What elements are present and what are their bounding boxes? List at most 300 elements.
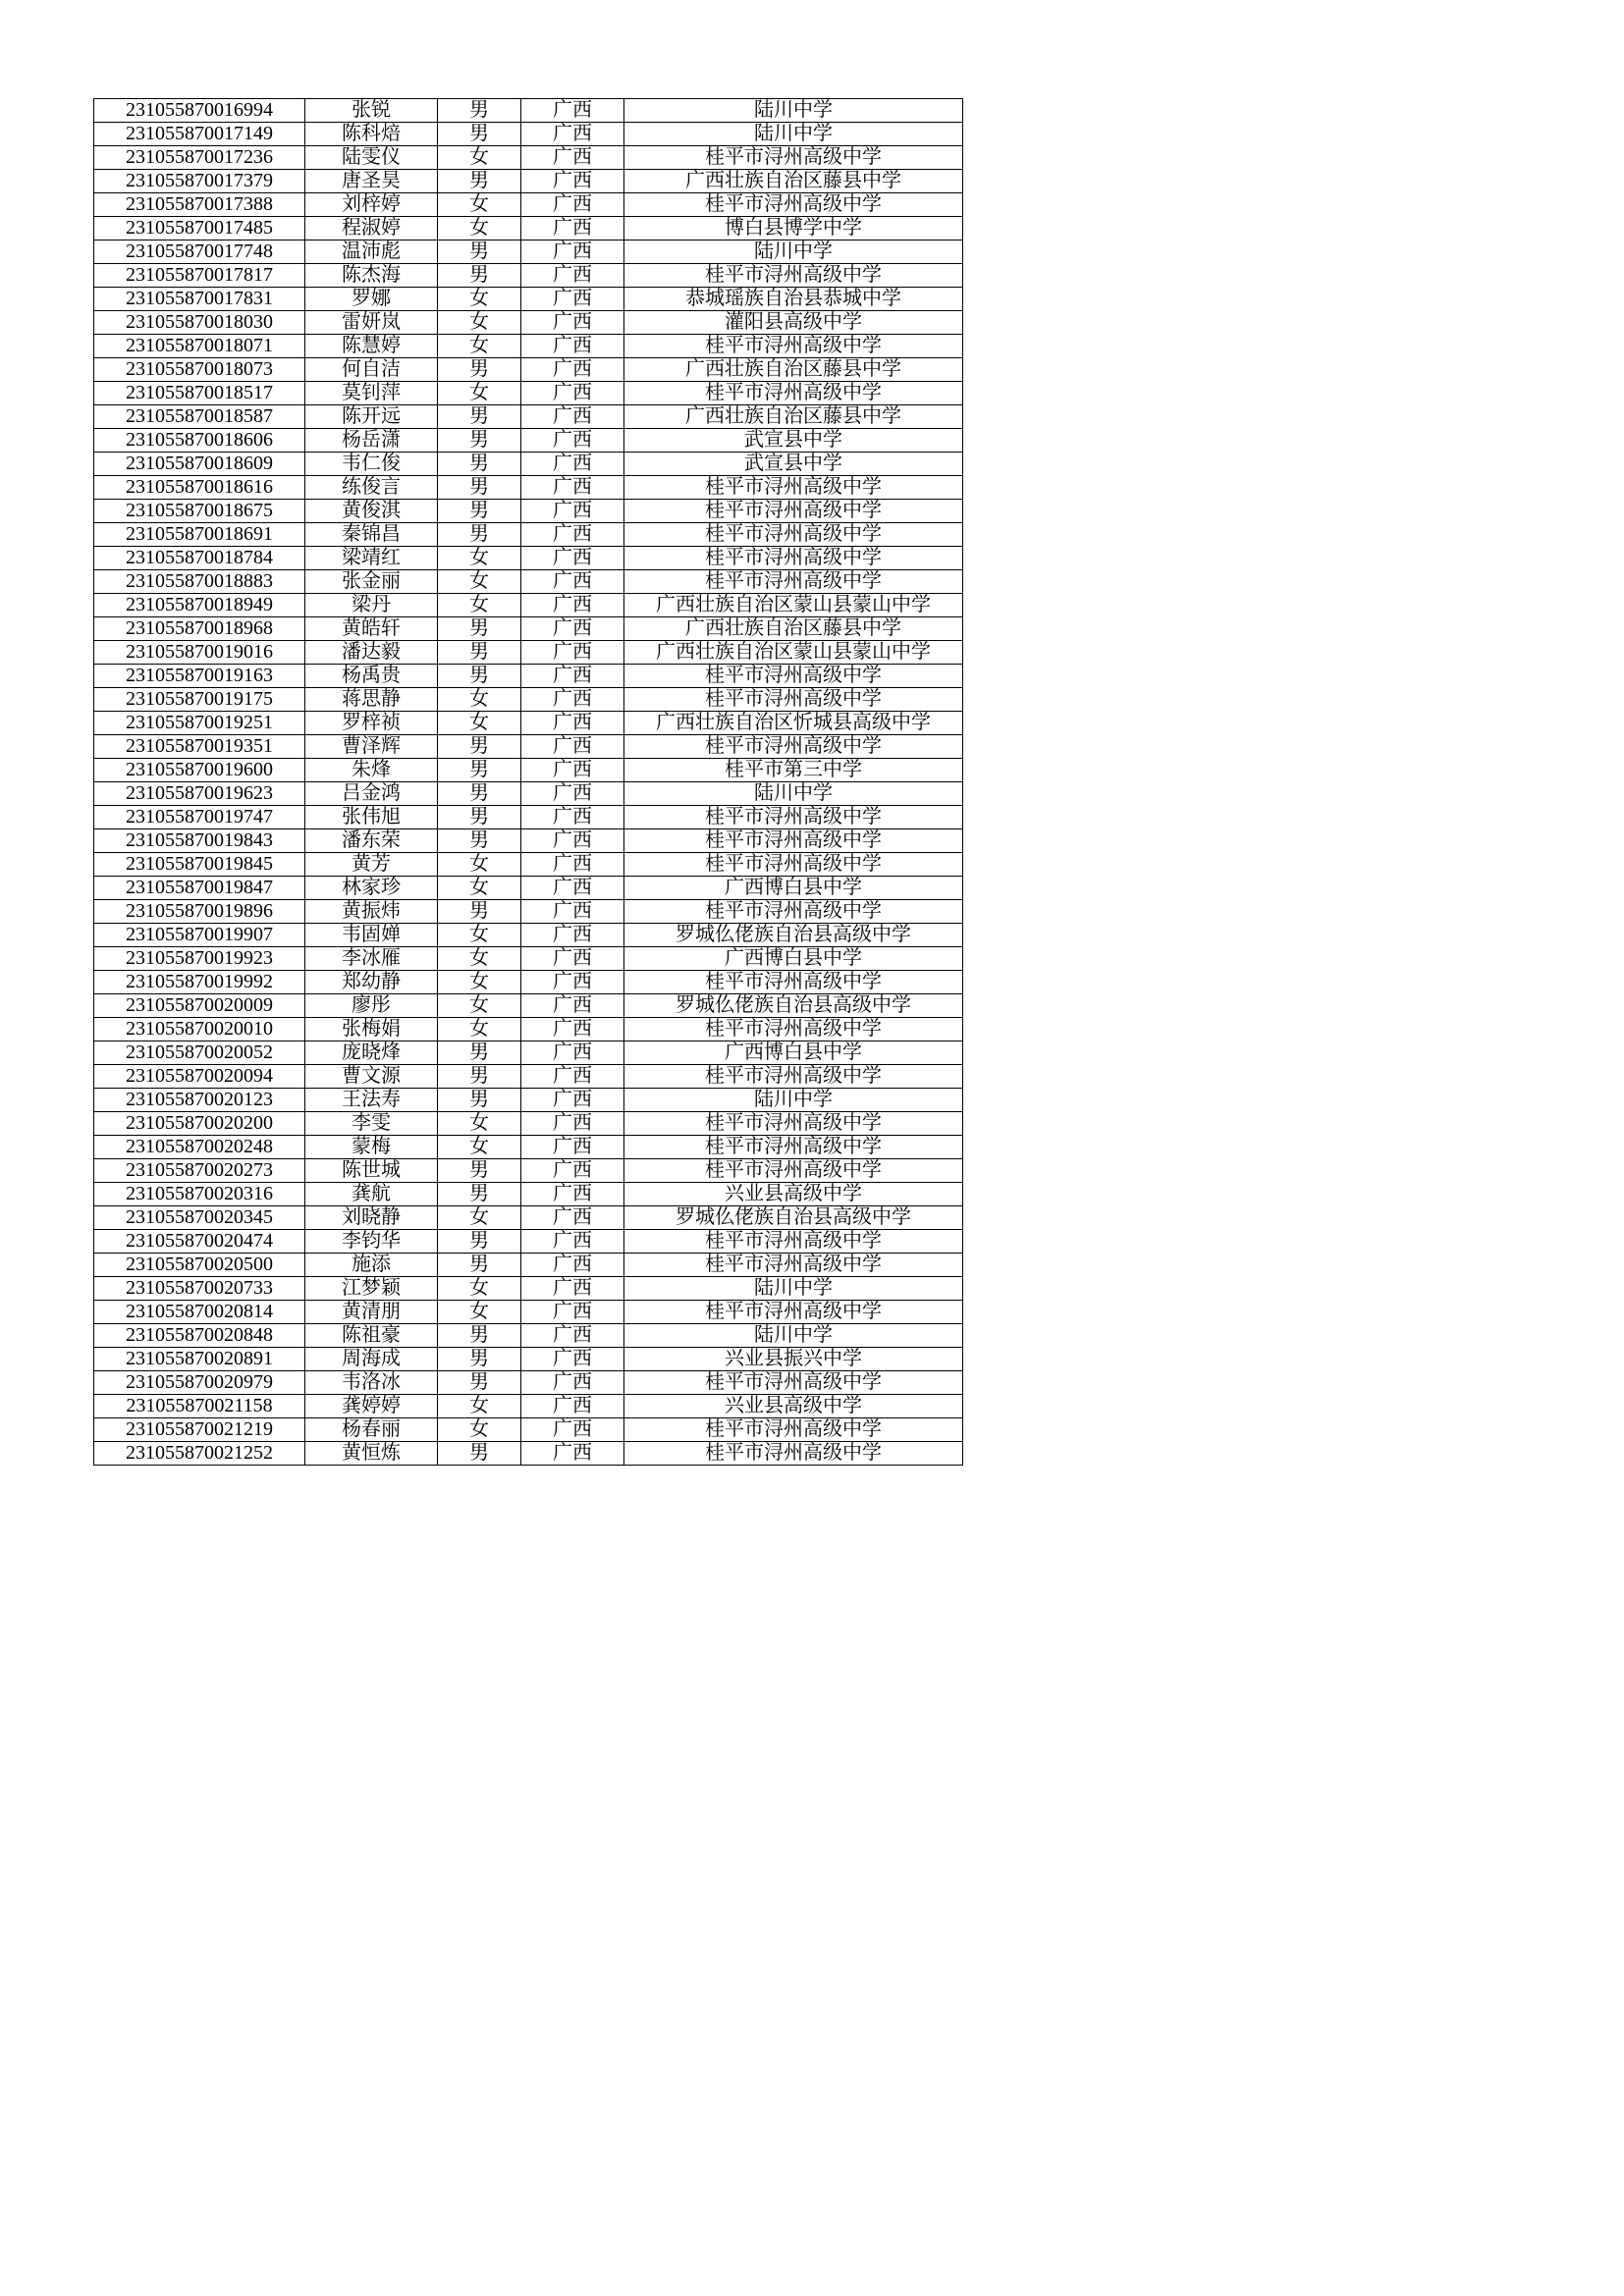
cell-province: 广西 — [521, 1418, 624, 1442]
cell-province: 广西 — [521, 641, 624, 665]
table-row — [94, 1183, 963, 1206]
cell-province: 广西 — [521, 382, 624, 405]
table-row — [94, 146, 963, 170]
cell-school: 桂平市浔州高级中学 — [624, 1136, 963, 1159]
cell-gender: 男 — [438, 240, 521, 264]
cell-school: 罗城仫佬族自治县高级中学 — [624, 994, 963, 1018]
cell-gender: 女 — [438, 712, 521, 735]
cell-name: 唐圣昊 — [305, 170, 438, 193]
cell-gender: 女 — [438, 1418, 521, 1442]
table-row — [94, 288, 963, 311]
table-row — [94, 335, 963, 358]
cell-province: 广西 — [521, 1371, 624, 1395]
cell-name: 陈杰海 — [305, 264, 438, 288]
cell-exam-id: 231055870019351 — [94, 735, 305, 759]
cell-province: 广西 — [521, 264, 624, 288]
table-row — [94, 405, 963, 429]
cell-province: 广西 — [521, 900, 624, 924]
cell-gender: 男 — [438, 900, 521, 924]
cell-province: 广西 — [521, 146, 624, 170]
cell-exam-id: 231055870021252 — [94, 1442, 305, 1466]
cell-province: 广西 — [521, 570, 624, 594]
table-row — [94, 264, 963, 288]
cell-school: 陆川中学 — [624, 123, 963, 146]
table-row — [94, 1041, 963, 1065]
cell-gender: 男 — [438, 665, 521, 688]
cell-exam-id: 231055870019623 — [94, 782, 305, 806]
cell-school: 桂平市浔州高级中学 — [624, 264, 963, 288]
cell-name: 何自洁 — [305, 358, 438, 382]
cell-school: 桂平市浔州高级中学 — [624, 146, 963, 170]
cell-gender: 女 — [438, 924, 521, 947]
cell-name: 罗梓祯 — [305, 712, 438, 735]
cell-name: 周海成 — [305, 1348, 438, 1371]
table-row — [94, 759, 963, 782]
table-row — [94, 1324, 963, 1348]
table-row — [94, 1206, 963, 1230]
cell-name: 韦固婵 — [305, 924, 438, 947]
cell-school: 桂平市浔州高级中学 — [624, 1065, 963, 1089]
cell-gender: 男 — [438, 123, 521, 146]
cell-province: 广西 — [521, 193, 624, 217]
cell-exam-id: 231055870018517 — [94, 382, 305, 405]
cell-name: 陆雯仪 — [305, 146, 438, 170]
cell-province: 广西 — [521, 759, 624, 782]
cell-name: 龚航 — [305, 1183, 438, 1206]
cell-name: 黄芳 — [305, 853, 438, 877]
cell-name: 张锐 — [305, 99, 438, 123]
cell-name: 蒙梅 — [305, 1136, 438, 1159]
cell-school: 陆川中学 — [624, 99, 963, 123]
cell-gender: 女 — [438, 1206, 521, 1230]
cell-exam-id: 231055870020891 — [94, 1348, 305, 1371]
cell-school: 灌阳县高级中学 — [624, 311, 963, 335]
cell-gender: 女 — [438, 877, 521, 900]
cell-name: 龚婷婷 — [305, 1395, 438, 1418]
table-row — [94, 1371, 963, 1395]
cell-school: 桂平市浔州高级中学 — [624, 1112, 963, 1136]
cell-name: 刘晓静 — [305, 1206, 438, 1230]
cell-school: 桂平市第三中学 — [624, 759, 963, 782]
cell-exam-id: 231055870020273 — [94, 1159, 305, 1183]
cell-province: 广西 — [521, 1395, 624, 1418]
cell-school: 桂平市浔州高级中学 — [624, 735, 963, 759]
cell-exam-id: 231055870018616 — [94, 476, 305, 500]
table-row — [94, 735, 963, 759]
table-row — [94, 476, 963, 500]
cell-gender: 女 — [438, 994, 521, 1018]
table-row — [94, 240, 963, 264]
table-row — [94, 947, 963, 971]
cell-province: 广西 — [521, 712, 624, 735]
table-row — [94, 1065, 963, 1089]
cell-name: 潘达毅 — [305, 641, 438, 665]
cell-exam-id: 231055870020123 — [94, 1089, 305, 1112]
cell-gender: 女 — [438, 1301, 521, 1324]
cell-school: 广西壮族自治区藤县中学 — [624, 170, 963, 193]
cell-province: 广西 — [521, 217, 624, 240]
cell-province: 广西 — [521, 240, 624, 264]
cell-exam-id: 231055870017748 — [94, 240, 305, 264]
cell-name: 张伟旭 — [305, 806, 438, 829]
cell-school: 广西壮族自治区蒙山县蒙山中学 — [624, 641, 963, 665]
cell-province: 广西 — [521, 358, 624, 382]
cell-province: 广西 — [521, 1065, 624, 1089]
cell-exam-id: 231055870019992 — [94, 971, 305, 994]
cell-exam-id: 231055870018949 — [94, 594, 305, 617]
cell-school: 桂平市浔州高级中学 — [624, 1442, 963, 1466]
cell-school: 兴业县高级中学 — [624, 1395, 963, 1418]
table-row — [94, 311, 963, 335]
cell-gender: 男 — [438, 829, 521, 853]
cell-exam-id: 231055870019600 — [94, 759, 305, 782]
table-row — [94, 1018, 963, 1041]
cell-exam-id: 231055870020500 — [94, 1254, 305, 1277]
cell-name: 韦洛冰 — [305, 1371, 438, 1395]
cell-province: 广西 — [521, 500, 624, 523]
cell-gender: 男 — [438, 429, 521, 453]
cell-gender: 女 — [438, 335, 521, 358]
cell-name: 韦仁俊 — [305, 453, 438, 476]
cell-province: 广西 — [521, 1136, 624, 1159]
cell-exam-id: 231055870020848 — [94, 1324, 305, 1348]
cell-school: 武宣县中学 — [624, 429, 963, 453]
cell-name: 蒋思静 — [305, 688, 438, 712]
cell-school: 桂平市浔州高级中学 — [624, 806, 963, 829]
cell-province: 广西 — [521, 924, 624, 947]
cell-name: 曹文源 — [305, 1065, 438, 1089]
cell-school: 桂平市浔州高级中学 — [624, 1159, 963, 1183]
table-row — [94, 523, 963, 547]
cell-gender: 男 — [438, 523, 521, 547]
cell-gender: 男 — [438, 641, 521, 665]
cell-school: 陆川中学 — [624, 1324, 963, 1348]
cell-name: 朱烽 — [305, 759, 438, 782]
cell-school: 桂平市浔州高级中学 — [624, 523, 963, 547]
cell-exam-id: 231055870018587 — [94, 405, 305, 429]
table-row — [94, 1442, 963, 1466]
cell-exam-id: 231055870021219 — [94, 1418, 305, 1442]
cell-province: 广西 — [521, 1254, 624, 1277]
cell-province: 广西 — [521, 1442, 624, 1466]
cell-school: 广西博白县中学 — [624, 947, 963, 971]
cell-name: 王法寿 — [305, 1089, 438, 1112]
cell-province: 广西 — [521, 1089, 624, 1112]
cell-school: 桂平市浔州高级中学 — [624, 900, 963, 924]
cell-exam-id: 231055870019163 — [94, 665, 305, 688]
cell-exam-id: 231055870020248 — [94, 1136, 305, 1159]
cell-gender: 女 — [438, 971, 521, 994]
cell-name: 黄清朋 — [305, 1301, 438, 1324]
table-row — [94, 358, 963, 382]
cell-school: 兴业县高级中学 — [624, 1183, 963, 1206]
cell-gender: 女 — [438, 1277, 521, 1301]
cell-exam-id: 231055870020733 — [94, 1277, 305, 1301]
cell-province: 广西 — [521, 1230, 624, 1254]
cell-exam-id: 231055870018968 — [94, 617, 305, 641]
cell-name: 吕金鸿 — [305, 782, 438, 806]
cell-gender: 男 — [438, 759, 521, 782]
cell-province: 广西 — [521, 806, 624, 829]
cell-school: 恭城瑶族自治县恭城中学 — [624, 288, 963, 311]
cell-school: 罗城仫佬族自治县高级中学 — [624, 1206, 963, 1230]
cell-exam-id: 231055870020979 — [94, 1371, 305, 1395]
cell-school: 桂平市浔州高级中学 — [624, 688, 963, 712]
cell-gender: 女 — [438, 688, 521, 712]
table-row — [94, 1277, 963, 1301]
cell-province: 广西 — [521, 782, 624, 806]
cell-gender: 女 — [438, 570, 521, 594]
cell-exam-id: 231055870020094 — [94, 1065, 305, 1089]
cell-name: 廖彤 — [305, 994, 438, 1018]
cell-name: 刘梓婷 — [305, 193, 438, 217]
cell-exam-id: 231055870017379 — [94, 170, 305, 193]
cell-school: 兴业县振兴中学 — [624, 1348, 963, 1371]
cell-province: 广西 — [521, 1301, 624, 1324]
cell-province: 广西 — [521, 829, 624, 853]
cell-province: 广西 — [521, 311, 624, 335]
cell-name: 杨禹贵 — [305, 665, 438, 688]
cell-exam-id: 231055870019845 — [94, 853, 305, 877]
cell-province: 广西 — [521, 1159, 624, 1183]
cell-name: 黄俊淇 — [305, 500, 438, 523]
table-row — [94, 1348, 963, 1371]
cell-province: 广西 — [521, 1324, 624, 1348]
cell-gender: 男 — [438, 358, 521, 382]
cell-province: 广西 — [521, 1277, 624, 1301]
cell-exam-id: 231055870020814 — [94, 1301, 305, 1324]
table-row — [94, 688, 963, 712]
cell-exam-id: 231055870018784 — [94, 547, 305, 570]
cell-exam-id: 231055870020052 — [94, 1041, 305, 1065]
cell-name: 张梅娟 — [305, 1018, 438, 1041]
cell-gender: 男 — [438, 617, 521, 641]
cell-gender: 男 — [438, 405, 521, 429]
cell-province: 广西 — [521, 853, 624, 877]
cell-school: 广西壮族自治区忻城县高级中学 — [624, 712, 963, 735]
cell-name: 李雯 — [305, 1112, 438, 1136]
cell-province: 广西 — [521, 1112, 624, 1136]
cell-name: 陈开远 — [305, 405, 438, 429]
cell-gender: 女 — [438, 217, 521, 240]
cell-province: 广西 — [521, 1348, 624, 1371]
cell-name: 黄振炜 — [305, 900, 438, 924]
table-row — [94, 1112, 963, 1136]
table-row — [94, 1089, 963, 1112]
cell-exam-id: 231055870017485 — [94, 217, 305, 240]
cell-exam-id: 231055870018073 — [94, 358, 305, 382]
cell-province: 广西 — [521, 335, 624, 358]
cell-province: 广西 — [521, 123, 624, 146]
table-row — [94, 1254, 963, 1277]
cell-gender: 男 — [438, 1348, 521, 1371]
cell-exam-id: 231055870020316 — [94, 1183, 305, 1206]
table-row — [94, 829, 963, 853]
cell-gender: 男 — [438, 1371, 521, 1395]
cell-school: 广西壮族自治区藤县中学 — [624, 617, 963, 641]
cell-province: 广西 — [521, 523, 624, 547]
cell-province: 广西 — [521, 971, 624, 994]
table-row — [94, 217, 963, 240]
cell-name: 杨岳潇 — [305, 429, 438, 453]
cell-name: 曹泽辉 — [305, 735, 438, 759]
cell-school: 桂平市浔州高级中学 — [624, 1301, 963, 1324]
cell-school: 桂平市浔州高级中学 — [624, 335, 963, 358]
table-row — [94, 382, 963, 405]
roster-body — [94, 99, 963, 1466]
cell-gender: 男 — [438, 1324, 521, 1348]
cell-gender: 男 — [438, 1159, 521, 1183]
cell-gender: 女 — [438, 853, 521, 877]
cell-school: 广西壮族自治区蒙山县蒙山中学 — [624, 594, 963, 617]
table-row — [94, 806, 963, 829]
table-row — [94, 594, 963, 617]
cell-gender: 女 — [438, 1112, 521, 1136]
cell-school: 广西博白县中学 — [624, 1041, 963, 1065]
table-row — [94, 193, 963, 217]
cell-province: 广西 — [521, 665, 624, 688]
cell-school: 桂平市浔州高级中学 — [624, 570, 963, 594]
cell-exam-id: 231055870018883 — [94, 570, 305, 594]
cell-exam-id: 231055870020010 — [94, 1018, 305, 1041]
cell-province: 广西 — [521, 1206, 624, 1230]
cell-exam-id: 231055870019843 — [94, 829, 305, 853]
table-row — [94, 570, 963, 594]
cell-name: 郑幼静 — [305, 971, 438, 994]
cell-name: 杨春丽 — [305, 1418, 438, 1442]
cell-school: 桂平市浔州高级中学 — [624, 1418, 963, 1442]
cell-exam-id: 231055870018609 — [94, 453, 305, 476]
cell-gender: 女 — [438, 947, 521, 971]
table-row — [94, 1395, 963, 1418]
cell-exam-id: 231055870018691 — [94, 523, 305, 547]
cell-exam-id: 231055870018675 — [94, 500, 305, 523]
cell-name: 陈世城 — [305, 1159, 438, 1183]
cell-school: 桂平市浔州高级中学 — [624, 500, 963, 523]
cell-name: 黄恒炼 — [305, 1442, 438, 1466]
cell-school: 桂平市浔州高级中学 — [624, 476, 963, 500]
cell-name: 秦锦昌 — [305, 523, 438, 547]
table-row — [94, 1136, 963, 1159]
cell-exam-id: 231055870020474 — [94, 1230, 305, 1254]
cell-gender: 女 — [438, 594, 521, 617]
cell-province: 广西 — [521, 170, 624, 193]
table-row — [94, 641, 963, 665]
cell-province: 广西 — [521, 99, 624, 123]
cell-school: 桂平市浔州高级中学 — [624, 193, 963, 217]
cell-school: 桂平市浔州高级中学 — [624, 853, 963, 877]
cell-name: 黄皓轩 — [305, 617, 438, 641]
cell-gender: 女 — [438, 1395, 521, 1418]
cell-school: 桂平市浔州高级中学 — [624, 1254, 963, 1277]
table-row — [94, 429, 963, 453]
cell-name: 陈慧婷 — [305, 335, 438, 358]
cell-gender: 男 — [438, 264, 521, 288]
cell-name: 庞晓烽 — [305, 1041, 438, 1065]
cell-name: 程淑婷 — [305, 217, 438, 240]
cell-gender: 男 — [438, 806, 521, 829]
cell-province: 广西 — [521, 947, 624, 971]
cell-gender: 男 — [438, 782, 521, 806]
cell-exam-id: 231055870019923 — [94, 947, 305, 971]
cell-province: 广西 — [521, 617, 624, 641]
table-row — [94, 1301, 963, 1324]
cell-gender: 女 — [438, 547, 521, 570]
cell-exam-id: 231055870016994 — [94, 99, 305, 123]
cell-gender: 男 — [438, 1089, 521, 1112]
cell-gender: 男 — [438, 1254, 521, 1277]
cell-name: 雷妍岚 — [305, 311, 438, 335]
cell-province: 广西 — [521, 405, 624, 429]
cell-exam-id: 231055870021158 — [94, 1395, 305, 1418]
cell-exam-id: 231055870017149 — [94, 123, 305, 146]
cell-gender: 女 — [438, 288, 521, 311]
cell-province: 广西 — [521, 1183, 624, 1206]
table-row — [94, 1418, 963, 1442]
cell-school: 陆川中学 — [624, 1089, 963, 1112]
cell-exam-id: 231055870019175 — [94, 688, 305, 712]
cell-school: 桂平市浔州高级中学 — [624, 829, 963, 853]
cell-name: 温沛彪 — [305, 240, 438, 264]
cell-gender: 男 — [438, 476, 521, 500]
cell-gender: 女 — [438, 193, 521, 217]
cell-gender: 男 — [438, 170, 521, 193]
cell-province: 广西 — [521, 1041, 624, 1065]
cell-school: 桂平市浔州高级中学 — [624, 971, 963, 994]
cell-school: 桂平市浔州高级中学 — [624, 547, 963, 570]
student-roster-table — [93, 98, 963, 1466]
table-row — [94, 665, 963, 688]
cell-province: 广西 — [521, 994, 624, 1018]
cell-gender: 女 — [438, 311, 521, 335]
cell-name: 陈祖豪 — [305, 1324, 438, 1348]
cell-gender: 男 — [438, 1230, 521, 1254]
cell-name: 梁丹 — [305, 594, 438, 617]
cell-province: 广西 — [521, 1018, 624, 1041]
cell-name: 江梦颖 — [305, 1277, 438, 1301]
table-row — [94, 123, 963, 146]
cell-province: 广西 — [521, 594, 624, 617]
cell-school: 桂平市浔州高级中学 — [624, 665, 963, 688]
cell-gender: 女 — [438, 1018, 521, 1041]
cell-school: 陆川中学 — [624, 240, 963, 264]
cell-name: 罗娜 — [305, 288, 438, 311]
cell-school: 桂平市浔州高级中学 — [624, 382, 963, 405]
cell-name: 林家珍 — [305, 877, 438, 900]
table-row — [94, 1230, 963, 1254]
cell-province: 广西 — [521, 688, 624, 712]
cell-school: 陆川中学 — [624, 1277, 963, 1301]
table-row — [94, 500, 963, 523]
cell-school: 武宣县中学 — [624, 453, 963, 476]
table-row — [94, 900, 963, 924]
cell-name: 李钧华 — [305, 1230, 438, 1254]
cell-name: 梁靖红 — [305, 547, 438, 570]
table-row — [94, 547, 963, 570]
cell-school: 罗城仫佬族自治县高级中学 — [624, 924, 963, 947]
cell-exam-id: 231055870019907 — [94, 924, 305, 947]
table-row — [94, 924, 963, 947]
cell-gender: 男 — [438, 99, 521, 123]
table-row — [94, 877, 963, 900]
cell-exam-id: 231055870019016 — [94, 641, 305, 665]
table-row — [94, 853, 963, 877]
cell-exam-id: 231055870020200 — [94, 1112, 305, 1136]
cell-province: 广西 — [521, 735, 624, 759]
cell-school: 桂平市浔州高级中学 — [624, 1018, 963, 1041]
table-row — [94, 1159, 963, 1183]
cell-exam-id: 231055870020345 — [94, 1206, 305, 1230]
